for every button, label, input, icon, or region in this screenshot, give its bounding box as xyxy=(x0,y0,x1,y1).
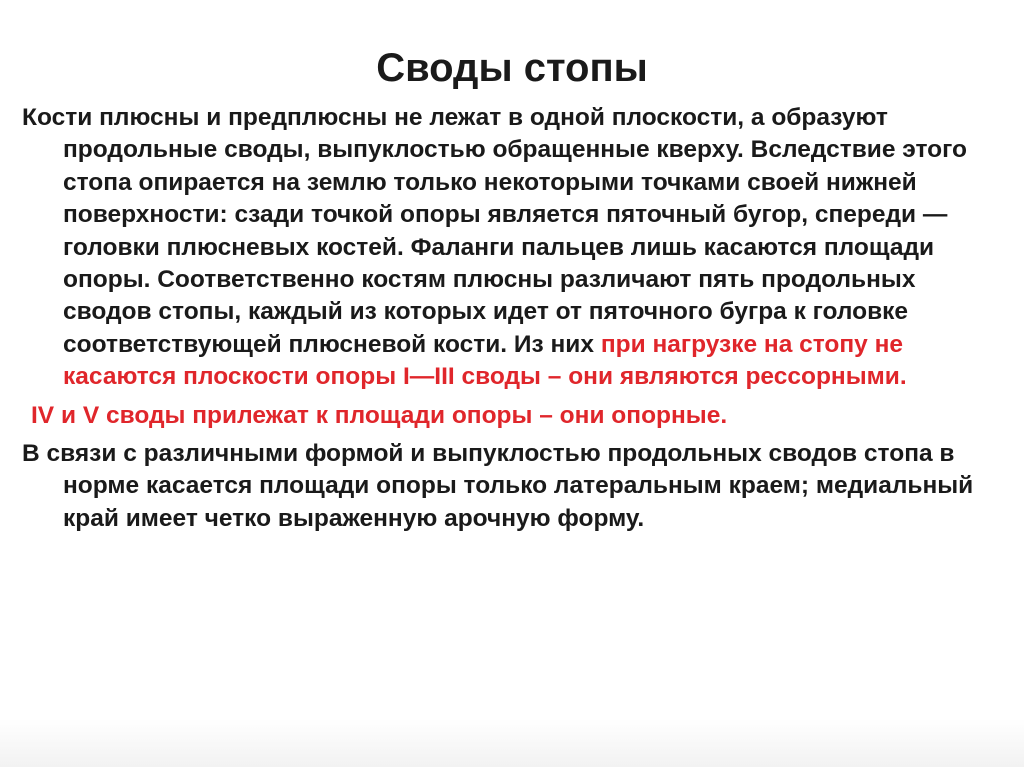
slide-body xyxy=(22,102,1007,535)
paragraph-arches-text: Кости плюсны и предплюсны не лежат в одной плоскости, а образуют продольные своды, выпуклостью обращенные кверху. Вследствие этого стопа опирается на землю только некоторыми точками своей нижней поверхности: сзади точкой опоры является пяточный бугор, спереди — головки плюсневых костей. Фаланги пальцев лишь касаются площади опоры. Соответственно костям плюсны различают пять продольных сводов стопы, каждый из которых идет от пяточного бугра к головке соответствующей плюсневой кости. Из них xyxy=(22,104,967,358)
spring-arches-highlight: при нагрузке на стопу не касаются плоскости опоры I—III своды – они являются рессорными. xyxy=(63,330,907,391)
support-arches-note: IV и V своды прилежат к площади опоры – они опорные. xyxy=(31,401,728,429)
paragraph-arches-description xyxy=(22,102,1007,394)
slide-title: Своды стопы xyxy=(376,46,648,90)
paragraph-foot-contact: В связи с различными формой и выпуклостью продольных сводов стопа в норме касается площади опоры только латеральным краем; медиальный край имеет четко выраженную арочную форму. xyxy=(22,440,974,532)
slide-bottom-band xyxy=(0,719,1024,767)
